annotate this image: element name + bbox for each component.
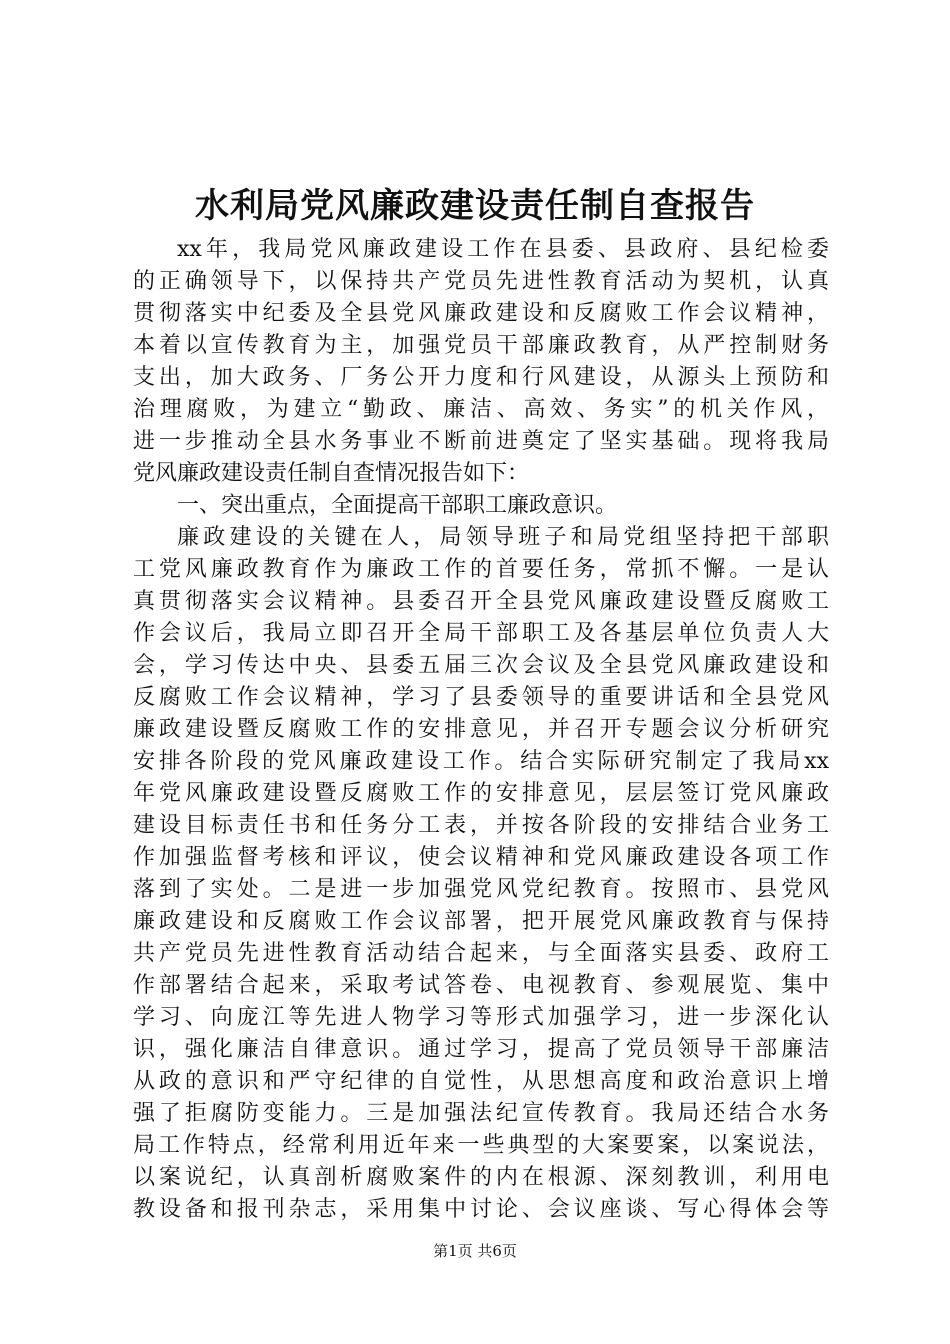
text-line: 以案说纪，认真剖析腐败案件的内在根源、深刻教训，利用电 bbox=[133, 1165, 829, 1190]
text-line: 一、突出重点，全面提高干部职工廉政意识。 bbox=[177, 493, 618, 518]
text-line: 贯彻落实中纪委及全县党风廉政建设和反腐败工作会议精神， bbox=[133, 301, 829, 326]
text-line: 落到了实处。二是进一步加强党风党纪教育。按照市、县党风 bbox=[133, 877, 829, 902]
text-line: 年党风廉政建设暨反腐败工作的安排意见，层层签订党风廉政 bbox=[133, 781, 829, 806]
text-line: xx年，我局党风廉政建设工作在县委、县政府、县纪检委 bbox=[177, 237, 829, 262]
text-line: 本着以宣传教育为主，加强党员干部廉政教育，从严控制财务 bbox=[133, 333, 829, 358]
text-line: 真贯彻落实会议精神。县委召开全县党风廉政建设暨反腐败工 bbox=[133, 589, 829, 614]
text-line: 共产党员先进性教育活动结合起来，与全面落实县委、政府工 bbox=[133, 941, 829, 966]
text-line: 廉政建设的关键在人，局领导班子和局党组坚持把干部职 bbox=[177, 525, 829, 550]
document-body bbox=[133, 234, 829, 1226]
text-line: 局工作特点，经常利用近年来一些典型的大案要案，以案说法， bbox=[133, 1133, 829, 1158]
text-line: 学习、向庞江等先进人物学习等形式加强学习，进一步深化认 bbox=[133, 1005, 829, 1030]
text-line: 识，强化廉洁自律意识。通过学习，提高了党员领导干部廉洁 bbox=[133, 1037, 829, 1062]
document-title: 水利局党风廉政建设责任制自查报告 bbox=[195, 186, 755, 226]
text-line: 作会议后，我局立即召开全局干部职工及各基层单位负责人大 bbox=[133, 621, 829, 646]
text-line: 反腐败工作会议精神，学习了县委领导的重要讲话和全县党风 bbox=[133, 685, 829, 710]
text-line: 进一步推动全县水务事业不断前进奠定了坚实基础。现将我局 bbox=[133, 429, 829, 454]
text-line: 支出，加大政务、厂务公开力度和行风建设，从源头上预防和 bbox=[133, 365, 829, 390]
text-line: 廉政建设和反腐败工作会议部署，把开展党风廉政教育与保持 bbox=[133, 909, 829, 934]
text-line: 会，学习传达中央、县委五届三次会议及全县党风廉政建设和 bbox=[133, 653, 829, 678]
text-line: 从政的意识和严守纪律的自觉性，从思想高度和政治意识上增 bbox=[133, 1069, 829, 1094]
text-line: 治理腐败，为建立“勤政、廉洁、高效、务实”的机关作风， bbox=[133, 397, 829, 422]
text-line: 的正确领导下，以保持共产党员先进性教育活动为契机，认真 bbox=[133, 269, 829, 294]
text-line: 建设目标责任书和任务分工表，并按各阶段的安排结合业务工 bbox=[133, 813, 829, 838]
text-line: 作部署结合起来，采取考试答卷、电视教育、参观展览、集中 bbox=[133, 973, 829, 998]
text-line: 强了拒腐防变能力。三是加强法纪宣传教育。我局还结合水务 bbox=[133, 1101, 829, 1126]
text-line: 教设备和报刊杂志，采用集中讨论、会议座谈、写心得体会等 bbox=[133, 1197, 829, 1222]
text-line: 党风廉政建设责任制自查情况报告如下： bbox=[133, 461, 530, 486]
text-line: 安排各阶段的党风廉政建设工作。结合实际研究制定了我局xx bbox=[133, 749, 829, 774]
text-line: 廉政建设暨反腐败工作的安排意见，并召开专题会议分析研究 bbox=[133, 717, 829, 742]
page-footer: 第1页 共6页 bbox=[433, 1242, 517, 1260]
text-line: 作加强监督考核和评议，使会议精神和党风廉政建设各项工作 bbox=[133, 845, 829, 870]
text-line: 工党风廉政教育作为廉政工作的首要任务，常抓不懈。一是认 bbox=[133, 557, 829, 582]
